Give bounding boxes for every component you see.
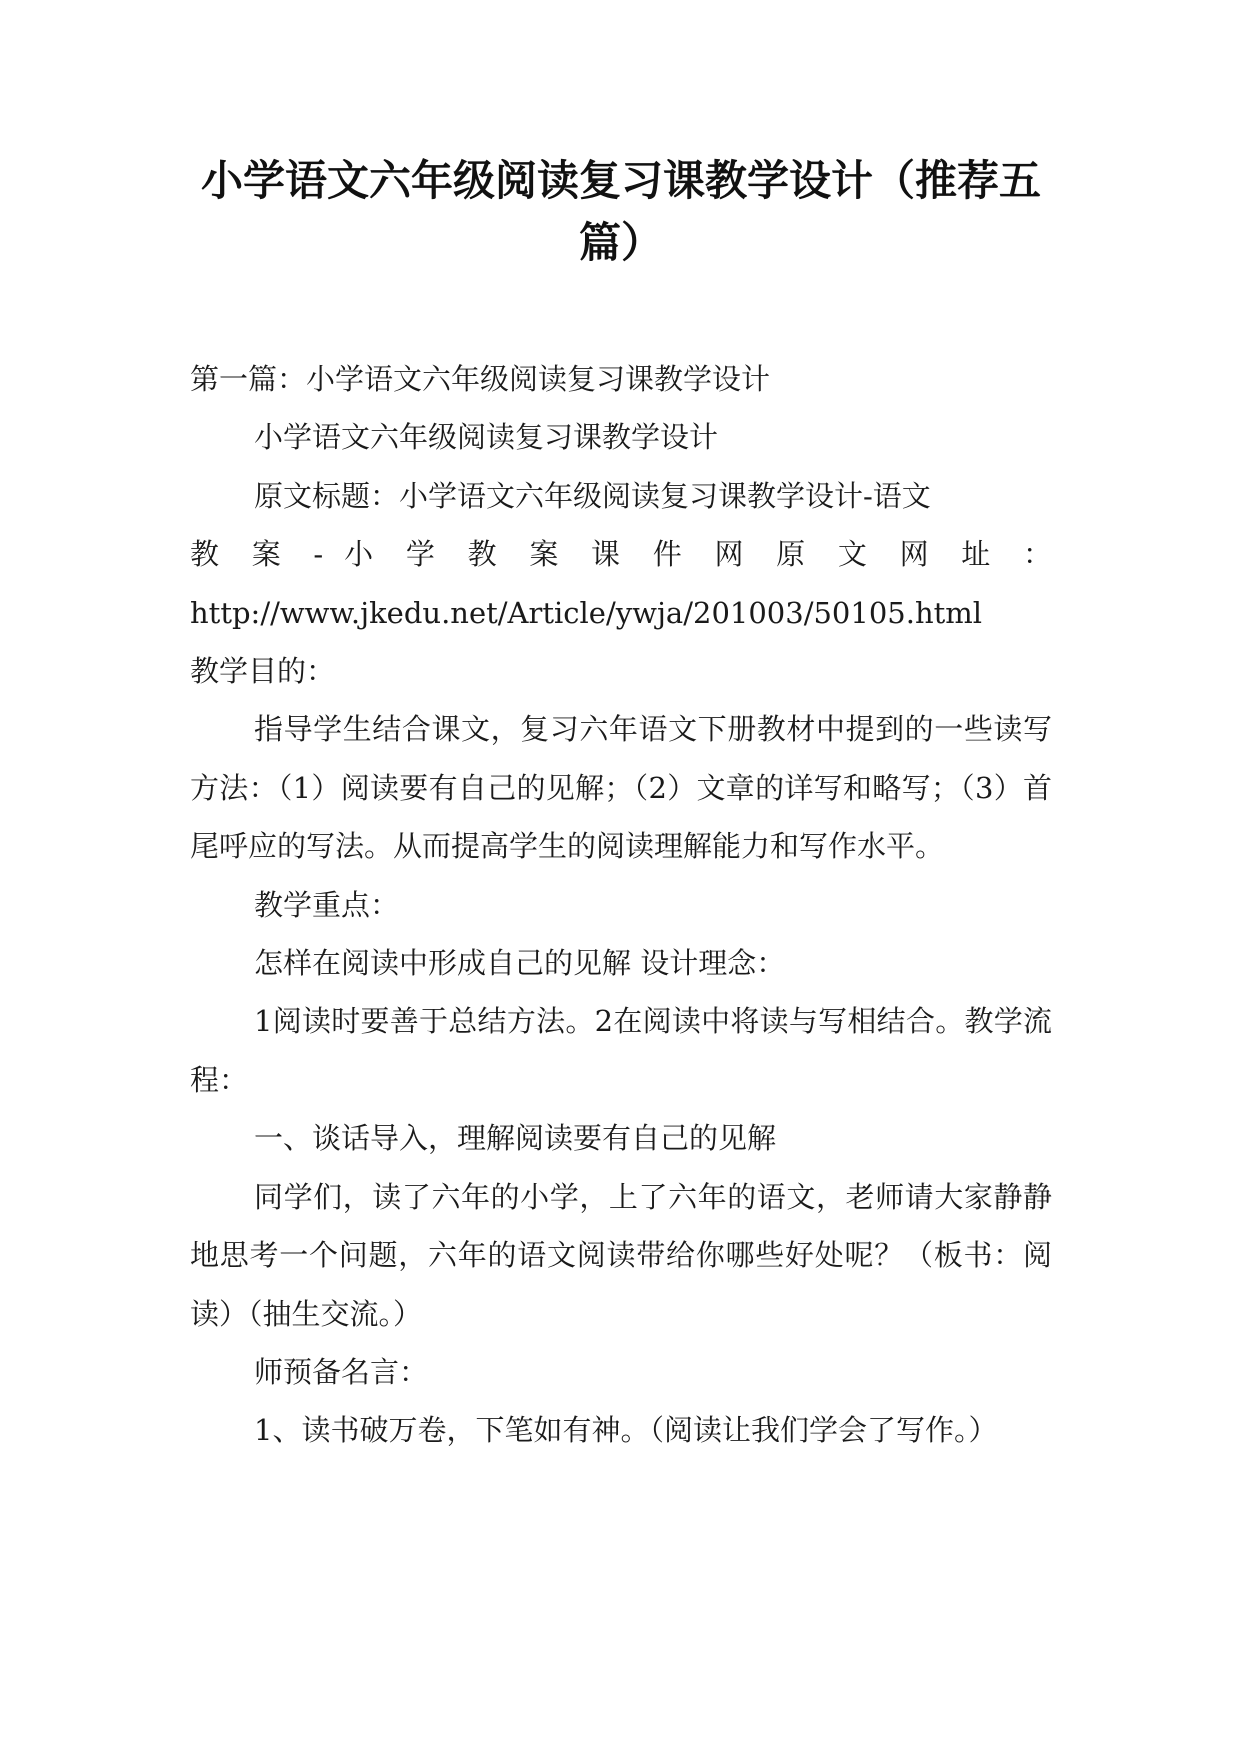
section-heading: 第一篇：小学语文六年级阅读复习课教学设计: [190, 362, 771, 396]
paragraph: 教学目的：: [190, 654, 336, 689]
paragraph: 指导学生结合课文，复习六年语文下册教材中提到的一些读写方法：（1）阅读要有自己的见解；（2）文章的详写和略写；（3）首尾呼应的写法。从而提高学生的阅读理解能力和写作水平。: [190, 712, 1052, 864]
paragraph: 1、读书破万卷，下笔如有神。（阅读让我们学会了写作。）: [254, 1413, 998, 1448]
document-body: [190, 350, 1052, 1460]
paragraph: 怎样在阅读中形成自己的见解 设计理念：: [254, 946, 786, 981]
paragraph: 小学语文六年级阅读复习课教学设计: [254, 420, 719, 455]
paragraph: 同学们，读了六年的小学，上了六年的语文，老师请大家静静地思考一个问题，六年的语文阅读带给你哪些好处呢？（板书：阅读）（抽生交流。）: [190, 1179, 1052, 1331]
document-title: 小学语文六年级阅读复习课教学设计（推荐五篇）: [200, 156, 1041, 267]
paragraph: 教 案 - 小 学 教 案 课 件 网 原 文 网 址 ：: [190, 537, 1052, 572]
paragraph: 教学重点：: [254, 887, 400, 922]
paragraph: 1阅读时要善于总结方法。2在阅读中将读与写相结合。教学流程：: [190, 1004, 1052, 1097]
paragraph: 原文标题：小学语文六年级阅读复习课教学设计-语文: [254, 478, 931, 513]
source-url: http://www.jkedu.net/Article/ywja/201003/50105.html: [190, 595, 983, 630]
paragraph: 师预备名言：: [254, 1354, 429, 1389]
paragraph: 一、谈话导入，理解阅读要有自己的见解: [254, 1121, 777, 1156]
